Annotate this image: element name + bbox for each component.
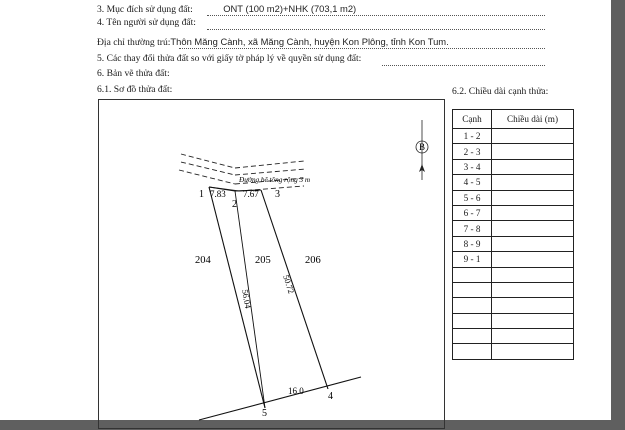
length-cell: [492, 159, 574, 174]
table-row: [453, 252, 574, 267]
length-cell: [492, 313, 574, 328]
road-line: [181, 154, 235, 168]
length-cell: [492, 329, 574, 344]
address-value: Thôn Măng Cành, xã Măng Cành, huyện Kon Plông, tỉnh Kon Tum.: [170, 36, 449, 47]
length-cell: [492, 175, 574, 190]
purpose-value: ONT (100 m2)+NHK (703,1 m2): [223, 3, 357, 14]
sketch-label: 6.1. Sơ đồ thửa đất:: [97, 84, 173, 95]
length-cell: [492, 344, 574, 359]
edge-cell: 6 - 7: [453, 205, 492, 220]
table-header-row: [453, 110, 574, 129]
purpose-label: 3. Mục đích sử dụng đất:: [97, 4, 193, 15]
table-row: [453, 144, 574, 159]
edge-cell: 1 - 2: [453, 129, 492, 144]
edge-3-4-length: 50.72: [281, 273, 297, 295]
edge-cell: [453, 344, 492, 359]
edge-length-heading: [452, 86, 548, 98]
road-line: [235, 169, 306, 175]
edge-4-5: [199, 377, 361, 420]
road-line: [181, 162, 235, 175]
edge-cell: [453, 313, 492, 328]
point-4-label: 4: [328, 391, 333, 402]
parcel-sketch: [99, 100, 446, 430]
length-cell: [492, 267, 574, 282]
edge-5-1: [209, 187, 265, 408]
purpose-dots: [207, 15, 545, 16]
edge-cell: 7 - 8: [453, 221, 492, 236]
north-label: B: [419, 142, 426, 152]
length-cell: [492, 190, 574, 205]
edge-cell: [453, 298, 492, 313]
length-cell: [492, 221, 574, 236]
road-line: [235, 161, 304, 168]
changes-label: 5. Các thay đổi thửa đất so với giấy tờ pháp lý về quyền sử dụng đất:: [97, 53, 362, 64]
edge-5-1-length: 56.04: [240, 288, 254, 310]
point-5-label: 5: [262, 408, 267, 419]
edge-cell: 4 - 5: [453, 175, 492, 190]
length-cell: [492, 236, 574, 251]
table-row: [453, 282, 574, 297]
road-line: [179, 170, 235, 184]
parcel-boundary: [199, 187, 361, 420]
edge-cell: 2 - 3: [453, 144, 492, 159]
parcel-sketch-frame: [98, 99, 445, 429]
road-label: Đường bê tông rộng 3 m: [239, 176, 311, 184]
header-length: Chiều dài (m): [492, 110, 574, 129]
edge-cell: 9 - 1: [453, 252, 492, 267]
edge-4-5-length: 16.0: [288, 386, 304, 396]
table-row: [453, 159, 574, 174]
point-2-label: 2: [232, 199, 237, 210]
road-lines: [179, 154, 306, 191]
length-cell: [492, 298, 574, 313]
point-1-label: 1: [199, 189, 204, 200]
address-dots: [179, 48, 545, 49]
changes-line: [97, 53, 361, 65]
drawing-line: [97, 68, 170, 80]
sketch-heading: [97, 84, 172, 96]
table-row: [453, 205, 574, 220]
parcel-204: 204: [195, 255, 211, 266]
table-row: [453, 129, 574, 144]
table-row: [453, 190, 574, 205]
edge-cell: 8 - 9: [453, 236, 492, 251]
changes-dots: [382, 65, 545, 66]
edge-cell: [453, 282, 492, 297]
header-edge: Cạnh: [453, 110, 492, 129]
table-row: [453, 313, 574, 328]
owner-dots: [207, 29, 545, 30]
table-row: [453, 175, 574, 190]
point-3-label: 3: [275, 189, 280, 200]
parcel-206: 206: [305, 255, 321, 266]
table-row: [453, 221, 574, 236]
length-cell: [492, 252, 574, 267]
parcel-205: 205: [255, 255, 271, 266]
owner-label: 4. Tên người sử dụng đất:: [97, 17, 196, 28]
length-cell: [492, 205, 574, 220]
table-row: [453, 298, 574, 313]
edge-cell: 5 - 6: [453, 190, 492, 205]
table-row: [453, 329, 574, 344]
table-row: [453, 236, 574, 251]
edge-1-2-length: 7.83: [210, 189, 226, 199]
length-cell: [492, 282, 574, 297]
drawing-label: 6. Bản vẽ thửa đất:: [97, 68, 170, 79]
table-row: [453, 344, 574, 359]
edge-cell: 3 - 4: [453, 159, 492, 174]
length-cell: [492, 144, 574, 159]
edge-length-label: 6.2. Chiều dài cạnh thửa:: [452, 86, 549, 97]
table-row: [453, 267, 574, 282]
edge-cell: [453, 329, 492, 344]
edge-2-3-length: 7.67: [243, 189, 259, 199]
address-label: Địa chỉ thường trú:: [97, 37, 171, 48]
edge-length-table: [452, 109, 574, 360]
edge-cell: [453, 267, 492, 282]
length-cell: [492, 129, 574, 144]
owner-line: [97, 17, 196, 29]
